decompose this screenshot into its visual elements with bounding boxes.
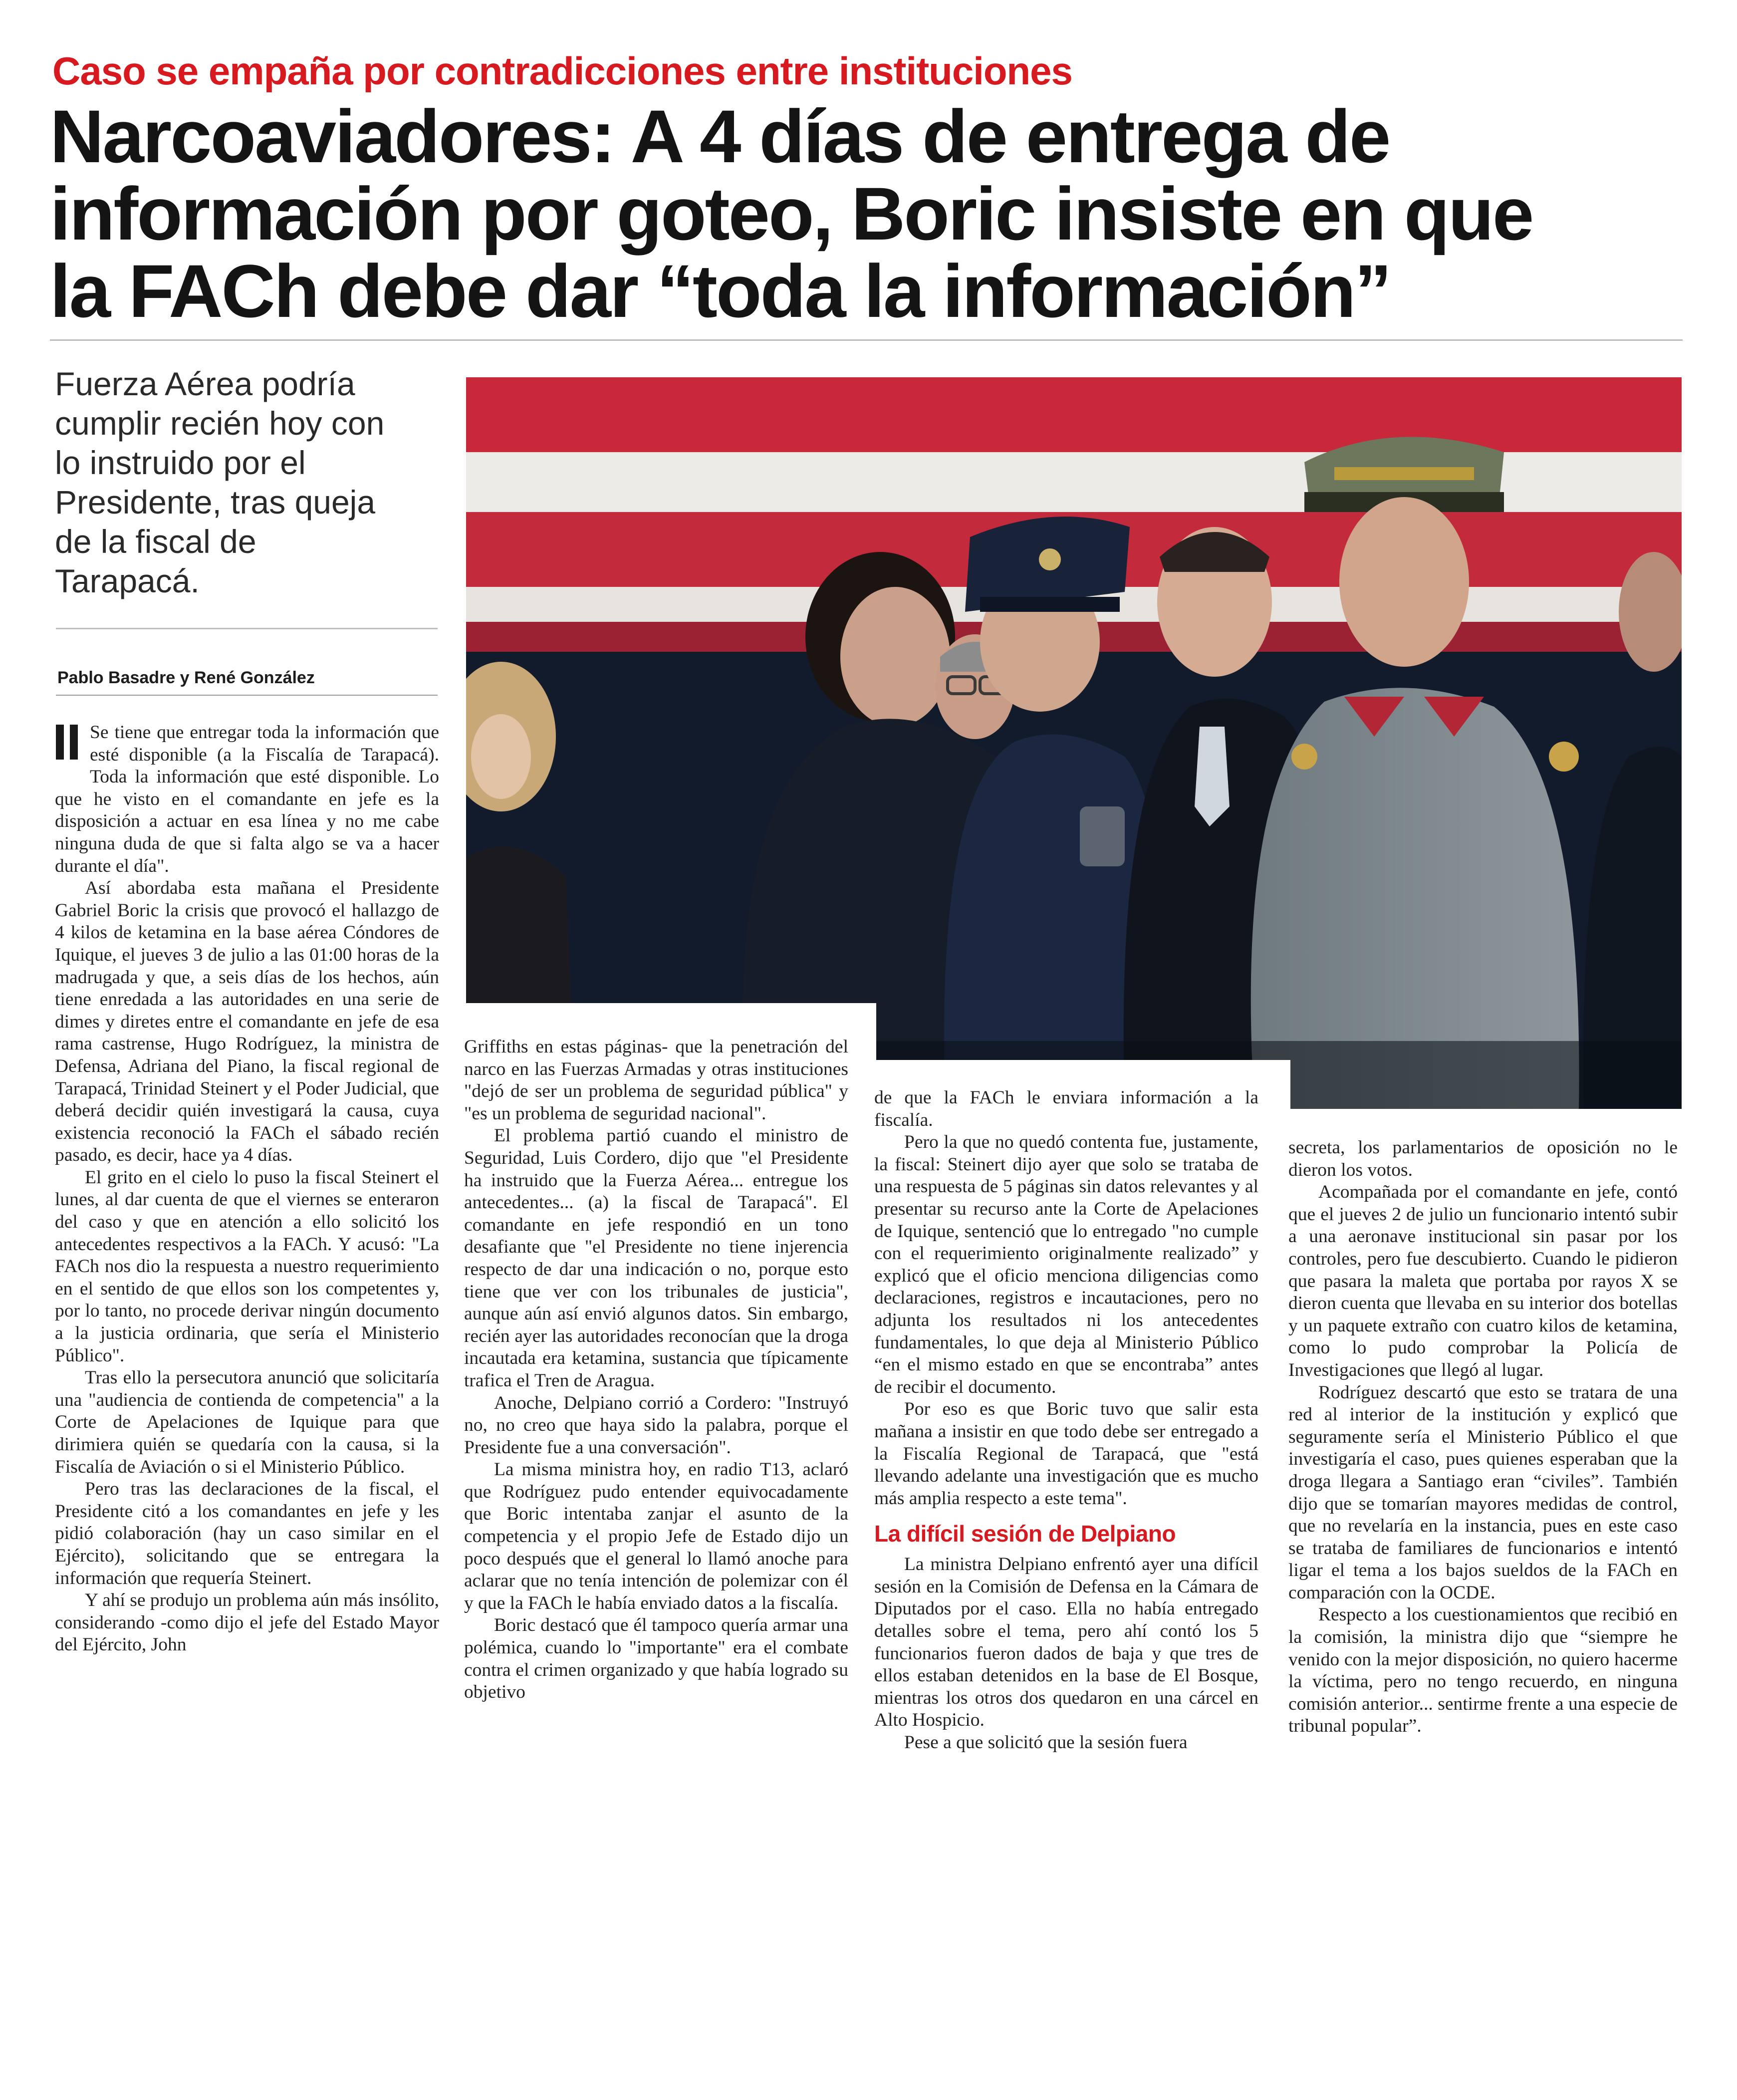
paragraph: La misma ministra hoy, en radio T13, aclaró que Rodríguez pudo entender equivocadamente que Boric intentaba zanjar el asunto de la competencia y el propio Jefe de Estado dijo un poco después que el general lo llamó anoche para aclarar que no tenía intención de polemizar con él y que la FACh le había enviado datos a la fiscalía.	[464, 1459, 848, 1613]
article-column-2	[464, 1036, 848, 1704]
paragraph: secreta, los parlamentarios de oposición no le dieron los votos.	[1288, 1137, 1678, 1180]
paragraph: Por eso es que Boric tuvo que salir esta mañana a insistir en que todo debe ser entregado a la Fiscalía Regional de Tarapacá, que "está llevando adelante una investigación que es mucho más amplia respecto a este tema".	[874, 1399, 1258, 1509]
ceremony-photo-illustration	[466, 377, 1682, 1109]
paragraph: Y ahí se produjo un problema aún más insólito, considerando -como dijo el jefe del Estado Mayor del Ejército, John	[55, 1590, 439, 1655]
section-subhead: La difícil sesión de Delpiano	[874, 1521, 1176, 1547]
paragraph: Pese a que solicitó que la sesión fuera	[904, 1732, 1188, 1753]
paragraph: Pero tras las declaraciones de la fiscal, el Presidente citó a los comandantes en jefe y les pidió colaboración (hay un caso similar en el Ejército), solicitando que se entregara la información que requería Steinert.	[55, 1479, 439, 1588]
paragraph: Griffiths en estas páginas- que la penetración del narco en las Fuerzas Armadas y otras instituciones "dejó de ser un problema de seguridad pública" y "es un problema de seguridad nacional".	[464, 1037, 848, 1124]
paragraph: El problema partió cuando el ministro de Seguridad, Luis Cordero, dijo que "el Presidente ha instruido que la Fuerza Aérea... entregue los antecedentes... (a) la fiscal de Tarapacá". El comandante en jefe respondió en un tono desafiante que "el Presidente no tiene injerencia respecto de dar una indicación o no, porque esto tiene que ver con los tribunales de justicia", aunque aún así envió algunos datos. Sin embargo, recién ayer las autoridades reconocían que la droga incautada era ketamina, sustancia que típicamente trafica el Tren de Aragua.	[464, 1125, 848, 1391]
deck-summary: Fuerza Aérea podría cumplir recién hoy con lo instruido por el Presidente, tras queja de la fiscal de Tarapacá.	[55, 365, 385, 599]
kicker: Caso se empaña por contradicciones entre instituciones	[52, 49, 1072, 93]
paragraph: Tras ello la persecutora anunció que solicitaría una "audiencia de contienda de competencia" a la Corte de Apelaciones de Iquique para que dirimiera quién se quedaría con la causa, si la Fiscalía de Aviación o si el Ministerio Público.	[55, 1367, 439, 1477]
paragraph: El grito en el cielo lo puso la fiscal Steinert el lunes, al dar cuenta de que el viernes se enteraron del caso y que en atención a ello solicitó los antecedentes respectivos a la FACh. Y acusó: "La FACh nos dio la respuesta a nuestro requerimiento en el sentido de que ellos son los competentes y, por lo tanto, no procede derivar ningún documento a la justicia ordinaria, que sería el Ministerio Público".	[55, 1167, 439, 1366]
article-column-1	[55, 722, 439, 1656]
paragraph: Boric destacó que él tampoco quería armar una polémica, cuando lo "importante" era el combate contra el crimen organizado y que había logrado su objetivo	[464, 1615, 848, 1703]
paragraph: Anoche, Delpiano corrió a Cordero: "Instruyó no, no creo que haya sido la palabra, porque el Presidente fue a una conversación".	[464, 1392, 848, 1458]
paragraph: Respecto a los cuestionamientos que recibió en la comisión, la ministra dijo que “siempre he venido con la mejor disposición, no quiero hacerme la víctima, pero no tengo recuerdo, en ninguna comisión anterior... sentirme frente a una especie de tribunal popular”.	[1288, 1604, 1678, 1737]
paragraph: Pero la que no quedó contenta fue, justamente, la fiscal: Steinert dijo ayer que solo se trataba de una respuesta de 5 páginas sin datos relevantes y al presentar su recurso ante la Corte de Apelaciones de Iquique, sentenció que lo entregado "no cumple con el requerimiento originalmente realizado” y explicó que el oficio menciona diligencias como declaraciones, registros e incautaciones, pero no adjunta los resultados ni los antecedentes fundamentales, lo que deja al Ministerio Público “en el mismo estado en que se encontraba” antes de recibir el documento.	[874, 1132, 1258, 1397]
article-photo	[466, 377, 1682, 1109]
opening-quote-mark	[55, 725, 83, 768]
byline: Pablo Basadre y René González	[57, 668, 315, 687]
deck-divider	[56, 628, 438, 629]
paragraph: La ministra Delpiano enfrentó ayer una difícil sesión en la Comisión de Defensa en la Cámara de Diputados por el caso. Ella no había entregado detalles sobre el tema, pero ahí contó los 5 funcionarios fueron dados de baja y que tres de ellos estaban detenidos en la base de El Bosque, mientras los otros dos quedaron en una cárcel en Alto Hospicio.	[874, 1554, 1258, 1731]
paragraph: Acompañada por el comandante en jefe, contó que el jueves 2 de julio un funcionario intentó subir a una aeronave institucional sin pasar por los controles, pero fue descubierto. Cuando le pidieron que pasara la maleta que portaba por rayos X se dieron cuenta que llevaba en su interior dos botellas y un paquete extraño con cuatro kilos de ketamina, como lo pudo comprobar la Policía de Investigaciones que llegó al lugar.	[1288, 1182, 1678, 1380]
paragraph: de que la FACh le enviara información a la fiscalía.	[874, 1087, 1258, 1130]
paragraph: Rodríguez descartó que esto se tratara de una red al interior de la institución y explicó que seguramente sería el Ministerio Público el que investigaría el caso, pues quienes esperaban que la droga llegara a Santiago eran “civiles”. También dijo que se tomarían mayores medidas de control, que no revelaría en la instancia, pues en este caso se trataba de familiares de funcionarios e intentó ligar el tema a los bajos sueldos de la FACh en comparación con la OCDE.	[1288, 1382, 1678, 1603]
headline-divider	[50, 339, 1683, 341]
headline: Narcoaviadores: A 4 días de entrega de información por goteo, Boric insiste en que la FACh debe dar “toda la información”	[50, 94, 1533, 333]
paragraph: Así abordaba esta mañana el Presidente Gabriel Boric la crisis que provocó el hallazgo de 4 kilos de ketamina en la base aérea Cóndores de Iquique, el jueves 3 de julio a las 01:00 horas de la madrugada y que, a seis días de los hechos, aún tiene enredada a las autoridades en una serie de dimes y diretes entre el comandante en jefe de esa rama castrense, Hugo Rodríguez, la ministra de Defensa, Adriana del Piano, la fiscal regional de Tarapacá, Trinidad Steinert y el Poder Judicial, que deberá decidir quién investigará la causa, cuya existencia reconoció la FACh el sábado recién pasado, es decir, hace ya 4 días.	[55, 878, 439, 1166]
paragraph: Se tiene que entregar toda la información que esté disponible (a la Fiscalía de Tarapacá). Toda la información que esté disponible. Lo que he visto en el comandante en jefe es la disposición a actuar en esa línea y no me cabe ninguna duda de que si falta algo se va a hacer durante el día".	[55, 722, 439, 876]
article-column-3	[874, 1087, 1258, 1754]
byline-divider	[56, 695, 438, 696]
article-column-4	[1288, 1137, 1678, 1738]
